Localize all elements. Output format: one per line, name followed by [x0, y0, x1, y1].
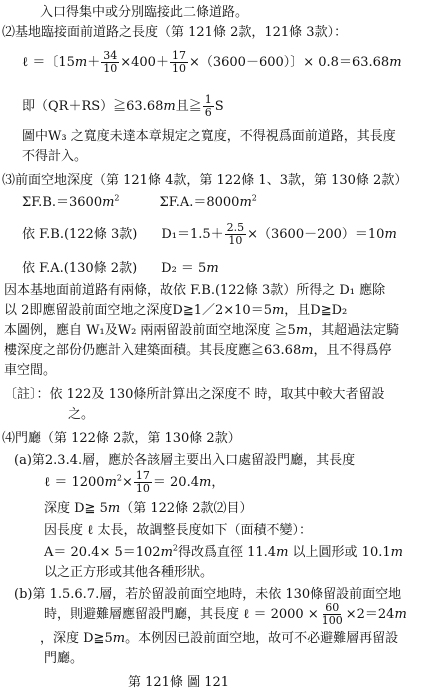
formula-hall-b: 時，則避難層應留設門廳，其長度 ℓ ＝ 2000 × $\frac{60}{100}$ ×2＝24m	[44, 601, 407, 627]
note-line: 〔註〕：依 122及 130條所計算出之深度不 時，取其中較大者留設	[4, 387, 385, 402]
item-a-heading: (a)第2.3.4.層，應於各該層主要出入口處留設門廳，其長度	[14, 453, 356, 468]
text-line: 因本基地面前道路有兩條，故依 F.B.(122條 3款）所得之 D₁ 應除	[4, 283, 386, 298]
section-heading-4: ⑷門廳（第 122條 2款，第 130條 2款）	[2, 431, 241, 446]
text-line: ，深度 D≧5m。本例因已設前面空地，故可不必避難層再留設	[40, 631, 399, 646]
formula-d1: 依 F.B.(122條 3款) D₁＝1.5＋ $\frac{2.5}{10}$ ×（3600－200）＝10m	[22, 221, 397, 247]
formula-hall-length: ℓ ＝ $1200m^2\times$ $\frac{17}{10}$ ＝ 20.4m，	[44, 469, 225, 495]
item-b-line: (b)第 1.5.6.7.層，若於留設前面空地時，未依 130條留設前面空地	[14, 587, 402, 602]
text-line: 以之正方形或其他各種形狀。	[44, 565, 214, 580]
section-heading-2: ⑵基地臨接面前道路之長度（第 121條 2款，121條 3款）：	[2, 25, 348, 40]
section-heading-3: ⑶前面空地深度（第 121條 4款，第 122條 1、3款，第 130條 2款）	[2, 173, 408, 188]
text-line: 車空間。	[4, 363, 57, 378]
note-line: 之。	[68, 407, 95, 422]
text-line: 門廳。	[44, 651, 84, 666]
formula-floor-area: $\Sigma F.B.=3600m^2$ $\Sigma F.A.=8000m^2$	[22, 193, 257, 210]
text-line: 本圖例，應自 W₁及W₂ 兩兩留設前面空地深度 ≧5m，其超過法定騎	[4, 323, 400, 338]
text-line: 深度 D≧ 5m（第 122條 2款⑵目）	[44, 501, 253, 516]
text-line: 以 2即應留設前面空地之深度D≧1／2×10＝5m，且D≧D₂	[4, 303, 348, 318]
figure-caption: 第 121條 圖 121	[128, 675, 230, 690]
text-line: $A= 20.4\times 5=102m^2$得改爲直徑 11.4m 以上圓形或 10.1m	[44, 543, 403, 560]
text-line: 不得計入。	[22, 149, 88, 164]
formula-d2: 依 F.A.(130條 2款) D₂ ＝ 5m	[22, 261, 219, 276]
text-line: 圖中W₃ 之寬度未達本章規定之寬度，不得視爲面前道路，其長度	[22, 129, 396, 144]
formula-qr-rs: 即（QR＋RS）≧63.68m且≧ $\frac{1}{6}$ S	[22, 93, 224, 119]
formula-road-length: ℓ ＝〔15m＋ $\frac{34}{10}$ ×400＋ $\frac{17}{10}$ ×（3600－600）〕× 0.8＝63.68m	[22, 49, 402, 75]
text-line: 入口得集中或分別臨接此二條道路。	[40, 5, 249, 20]
text-line: 因長度 ℓ 太長，故調整長度如下（面積不變）：	[44, 523, 312, 538]
text-line: 樓深度之部份仍應計入建築面積。其長度應≧63.68m，且不得爲停	[4, 343, 392, 358]
